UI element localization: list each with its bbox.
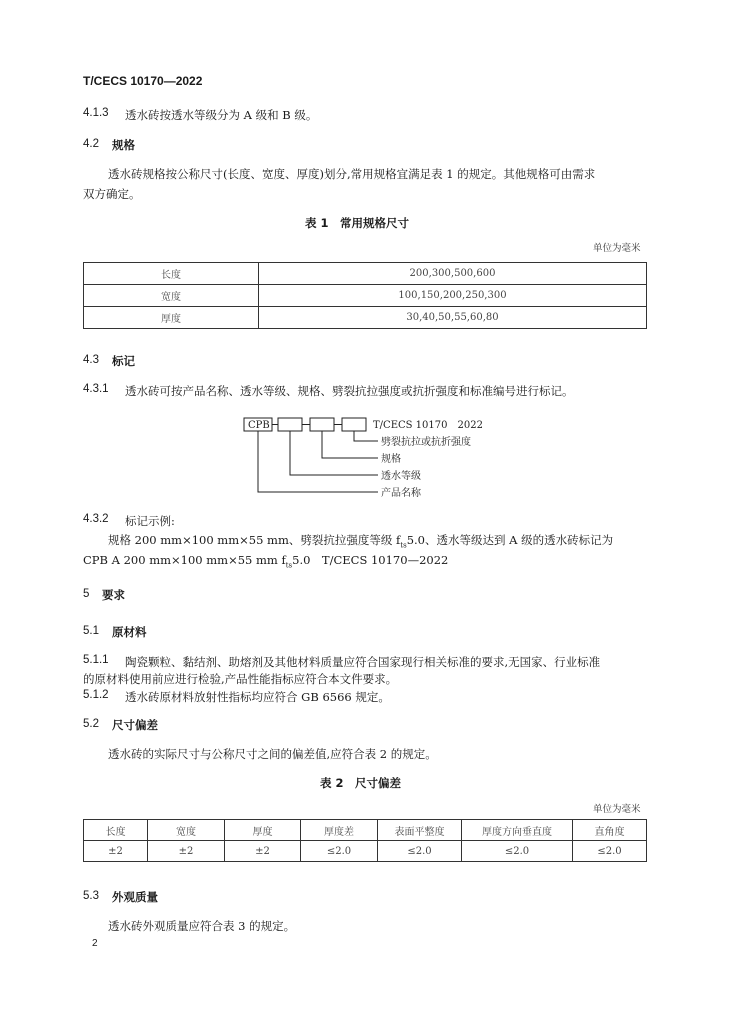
table-cell: ≤2.0 [301, 841, 378, 862]
section-4-3-2-title: 标记示例: [125, 514, 175, 528]
table-header-cell: 厚度方向垂直度 [462, 820, 573, 841]
table-cell: ≤2.0 [378, 841, 462, 862]
table-row [84, 841, 647, 862]
table-cell: ±2 [225, 841, 301, 862]
section-number-5-1: 5.1 [83, 625, 99, 637]
table-header-cell: 直角度 [573, 820, 647, 841]
table-2-unit: 单位为毫米 [593, 804, 641, 815]
marking-diagram [240, 412, 530, 504]
table-cell: 厚度 [84, 307, 259, 329]
section-number-4-3-1: 4.3.1 [83, 383, 109, 395]
standard-number: T/CECS 10170 2022 [373, 420, 483, 431]
section-number-5: 5 [83, 588, 90, 600]
table-cell: ±2 [84, 841, 148, 862]
grade-box [278, 418, 302, 431]
table-cell: 200,300,500,600 [259, 263, 647, 285]
table-2 [83, 819, 647, 862]
section-title-5-3: 外观质量 [112, 890, 158, 904]
strength-box [342, 418, 366, 431]
section-5-2-para: 透水砖的实际尺寸与公称尺寸之间的偏差值,应符合表 2 的规定。 [108, 747, 437, 761]
table-header-cell: 表面平整度 [378, 820, 462, 841]
section-number-4-3: 4.3 [83, 354, 99, 366]
section-number-4-3-2: 4.3.2 [83, 513, 109, 525]
table-header-cell: 厚度 [225, 820, 301, 841]
label-product-name: 产品名称 [381, 488, 421, 499]
table-row [84, 307, 647, 329]
section-title-4-2: 规格 [112, 138, 135, 152]
section-4-2-para-line1: 透水砖规格按公称尺寸(长度、宽度、厚度)划分,常用规格宜满足表 1 的规定。其他规格可由需求 [108, 167, 596, 181]
section-4-3-1-text: 透水砖可按产品名称、透水等级、规格、劈裂抗拉强度或抗折强度和标准编号进行标记。 [125, 384, 574, 398]
document-code: T/CECS 10170—2022 [83, 74, 203, 88]
example-line-1: 规格 200 mm×100 mm×55 mm、劈裂抗拉强度等级 $f_{ts}5.0$、透水等级达到 A 级的透水砖标记为 [108, 533, 614, 550]
section-5-1-2-text: 透水砖原材料放射性指标均应符合 GB 6566 规定。 [125, 690, 390, 704]
table-1-caption: 表 1 常用规格尺寸 [305, 216, 410, 230]
table-cell: 30,40,50,55,60,80 [259, 307, 647, 329]
label-strength: 劈裂抗拉或抗折强度 [381, 437, 471, 448]
table-1-unit: 单位为毫米 [593, 243, 641, 254]
section-5-1-1-line2: 的原材料使用前应进行检验,产品性能指标应符合本文件要求。 [83, 672, 398, 686]
example-line-2: CPB A 200 mm×100 mm×55 mm $f_{ts}5.0$ T/CECS 10170—2022 [83, 553, 449, 570]
section-4-1-3-text: 透水砖按透水等级分为 A 级和 B 级。 [125, 108, 318, 122]
section-number-4-2: 4.2 [83, 138, 99, 150]
table-1 [83, 262, 647, 329]
table-row [84, 263, 647, 285]
table-header-row [84, 820, 647, 841]
section-number-5-3: 5.3 [83, 890, 99, 902]
label-spec: 规格 [381, 454, 401, 465]
table-cell: 100,150,200,250,300 [259, 285, 647, 307]
section-title-4-3: 标记 [112, 354, 135, 368]
section-title-5: 要求 [102, 588, 125, 602]
spec-box [310, 418, 334, 431]
table-header-cell: 厚度差 [301, 820, 378, 841]
section-number-5-1-2: 5.1.2 [83, 689, 109, 701]
section-number-4-1-3: 4.1.3 [83, 107, 109, 119]
section-number-5-1-1: 5.1.1 [83, 654, 109, 666]
section-4-2-para-line2: 双方确定。 [83, 187, 141, 201]
page-number: 2 [92, 938, 98, 949]
table-cell: ±2 [148, 841, 225, 862]
section-title-5-1: 原材料 [112, 625, 147, 639]
label-grade: 透水等级 [381, 471, 421, 482]
table-header-cell: 宽度 [148, 820, 225, 841]
table-header-cell: 长度 [84, 820, 148, 841]
section-title-5-2: 尺寸偏差 [112, 718, 158, 732]
table-cell: ≤2.0 [462, 841, 573, 862]
section-number-5-2: 5.2 [83, 718, 99, 730]
table-2-caption: 表 2 尺寸偏差 [320, 776, 402, 790]
table-row [84, 285, 647, 307]
table-cell: 宽度 [84, 285, 259, 307]
table-cell: 长度 [84, 263, 259, 285]
section-5-1-1-line1: 陶瓷颗粒、黏结剂、助熔剂及其他材料质量应符合国家现行相关标准的要求,无国家、行业标准 [125, 655, 601, 669]
section-5-3-para: 透水砖外观质量应符合表 3 的规定。 [108, 919, 296, 933]
table-cell: ≤2.0 [573, 841, 647, 862]
cpb-box-label: CPB [248, 420, 270, 431]
